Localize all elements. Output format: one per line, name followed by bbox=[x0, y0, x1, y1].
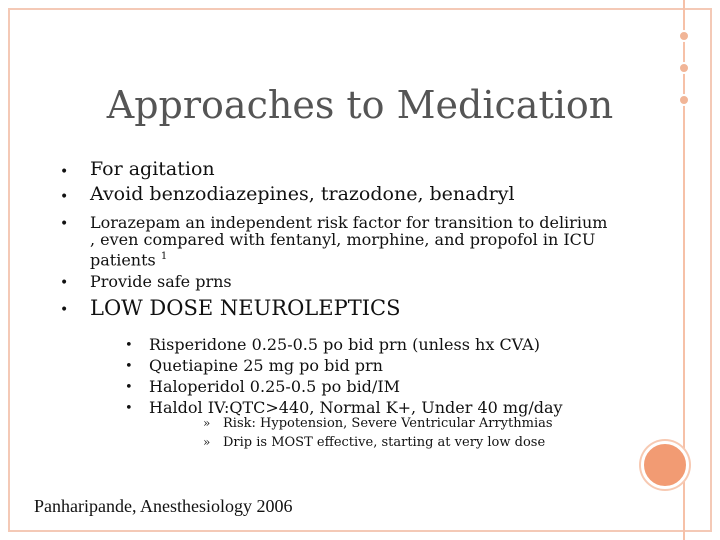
bullet-marker: • bbox=[125, 338, 133, 353]
bullet-item bbox=[58, 273, 618, 290]
bullet-marker: • bbox=[60, 216, 69, 232]
footnote-marker: 1 bbox=[160, 251, 168, 262]
decorative-dot bbox=[678, 30, 690, 42]
bullet-item bbox=[58, 160, 618, 179]
sub-bullet-text: Risperidone 0.25-0.5 po bid prn (unless hx CVA) bbox=[149, 335, 540, 354]
bullet-marker: • bbox=[60, 302, 69, 319]
bullet-text: For agitation bbox=[90, 158, 215, 180]
bullet-marker: • bbox=[60, 164, 69, 180]
bullet-marker: » bbox=[203, 435, 211, 449]
sub-bullet-item bbox=[125, 376, 563, 397]
bullet-marker: • bbox=[125, 359, 133, 374]
sub-bullet-item bbox=[125, 334, 563, 355]
main-bullet-list bbox=[58, 160, 618, 323]
sub-bullet-text: Quetiapine 25 mg po bid prn bbox=[149, 356, 383, 375]
citation: Panharipande, Anesthesiology 2006 bbox=[34, 496, 293, 516]
sub-sub-bullet-item bbox=[203, 414, 553, 433]
haldol-notes-list bbox=[203, 414, 553, 452]
bullet-marker: » bbox=[203, 416, 211, 430]
sub-sub-bullet-item bbox=[203, 433, 553, 452]
slide-title: Approaches to Medication bbox=[106, 83, 614, 128]
decorative-dot bbox=[678, 62, 690, 74]
bullet-text: Provide safe prns bbox=[90, 272, 232, 292]
bullet-marker: • bbox=[125, 401, 133, 416]
sub-bullet-text: Haldol IV:QTC>440, Normal K+, Under 40 mg/day bbox=[149, 398, 563, 417]
sub-bullet-text: Haloperidol 0.25-0.5 po bid/IM bbox=[149, 377, 401, 396]
bullet-marker: • bbox=[125, 380, 133, 395]
bullet-marker: • bbox=[60, 189, 69, 205]
bullet-item bbox=[58, 185, 618, 204]
bullet-text: LOW DOSE NEUROLEPTICS bbox=[90, 296, 401, 321]
sub-bullet-item bbox=[125, 355, 563, 376]
sub-sub-bullet-text: Drip is MOST effective, starting at very low dose bbox=[223, 435, 546, 450]
neuroleptics-list bbox=[125, 334, 563, 418]
bullet-item bbox=[58, 214, 610, 268]
decorative-dot bbox=[678, 94, 690, 106]
bullet-marker: • bbox=[60, 275, 69, 292]
bullet-text: Lorazepam an independent risk factor for transition to delirium , even compared with fentanyl, morphine, and propofol in ICU patients bbox=[90, 213, 608, 270]
bullet-item bbox=[58, 298, 618, 319]
bullet-text: Avoid benzodiazepines, trazodone, benadryl bbox=[90, 183, 515, 205]
sub-sub-bullet-text: Risk: Hypotension, Severe Ventricular Arrythmias bbox=[223, 416, 553, 431]
decorative-circle bbox=[641, 441, 689, 489]
